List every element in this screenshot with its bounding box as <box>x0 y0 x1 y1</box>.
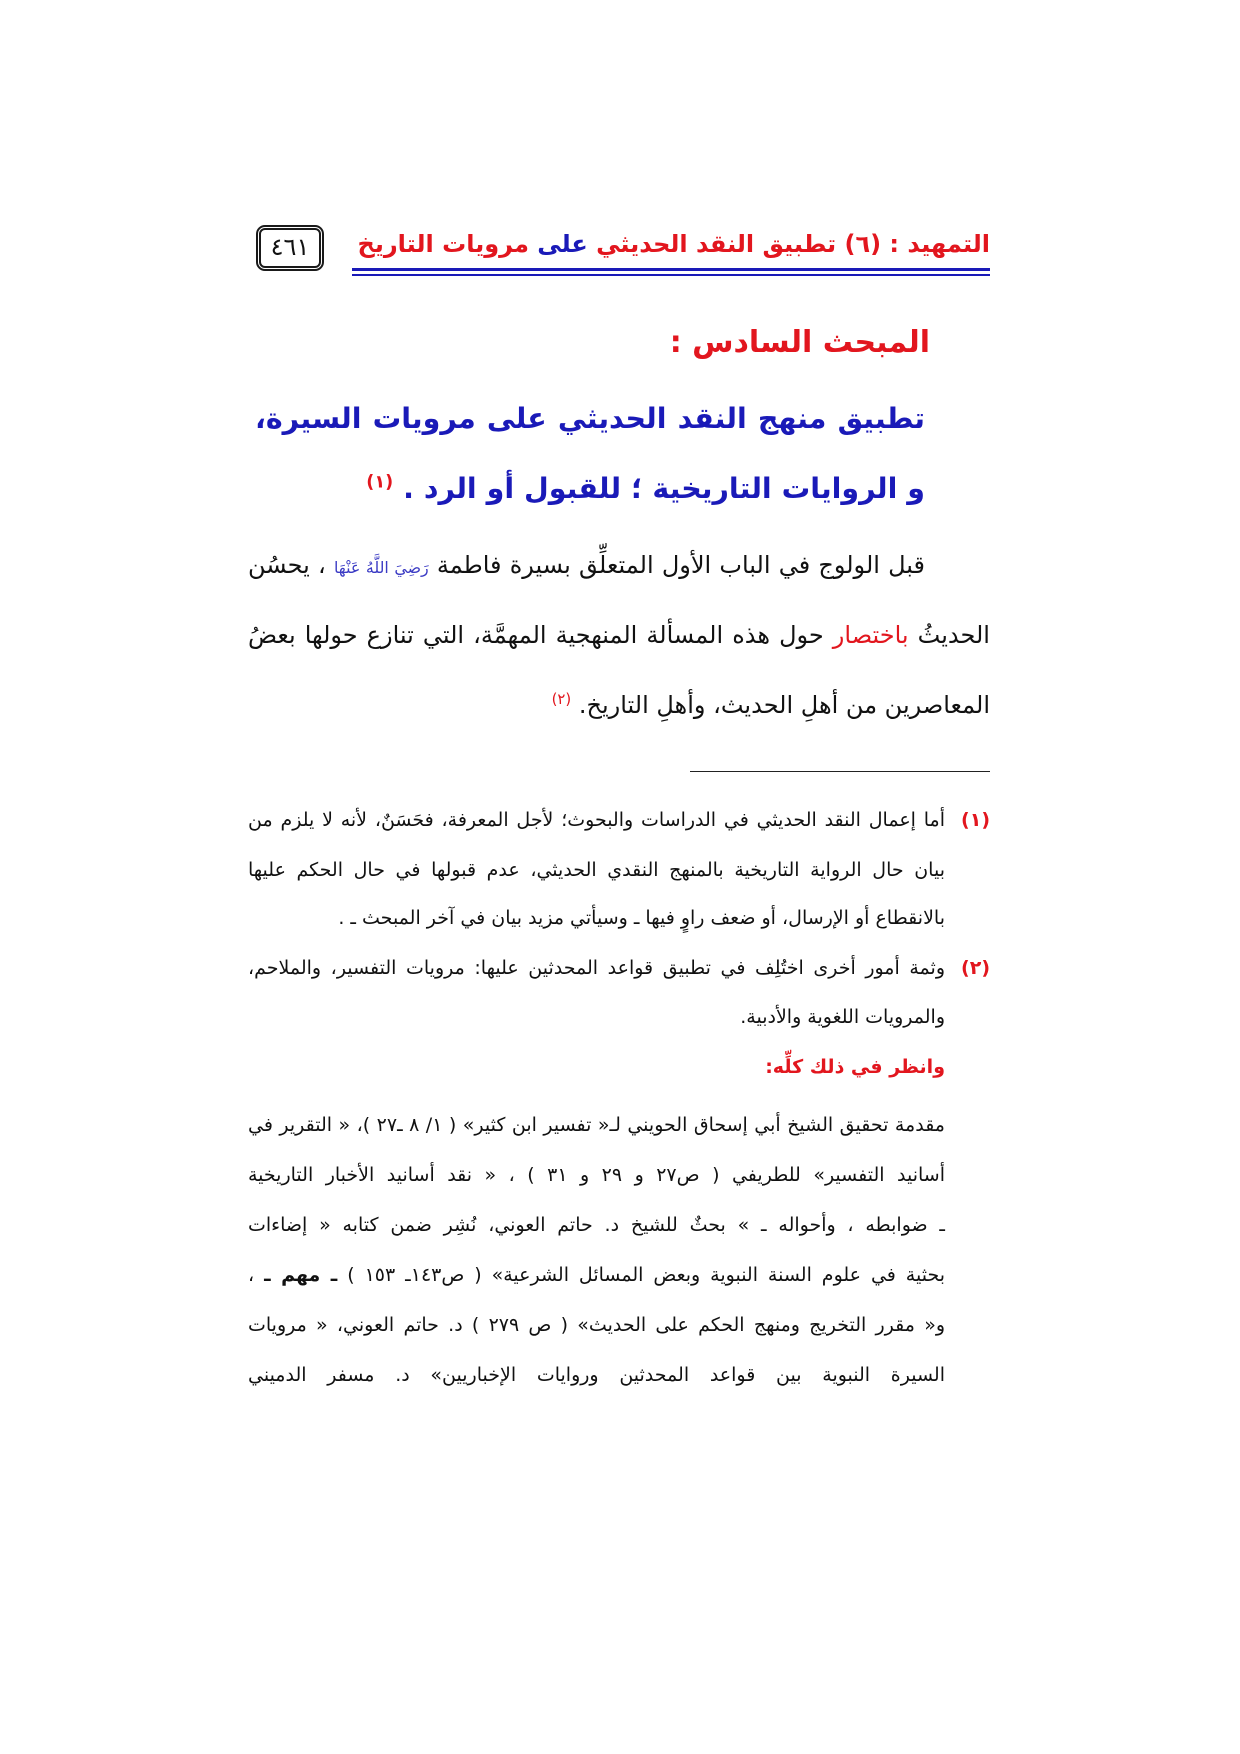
honorific-phrase: رَضِيَ اللَّهُ عَنْهَا <box>333 558 429 577</box>
footnote-number-1: (١) <box>961 809 990 831</box>
body-line-2-before: الحديثُ <box>917 621 990 649</box>
body-line-3-text: المعاصرين من أهلِ الحديث، وأهلِ التاريخ. <box>578 691 990 719</box>
body-line-1-before: قبل الولوج في الباب الأول المتعلِّق بسيرة فاطمة <box>436 551 926 579</box>
section-title-line-2 <box>255 464 925 514</box>
footnote-ref-2: (٢) <box>551 690 572 708</box>
body-line-1-after: ، يحسُن <box>248 551 326 579</box>
body-line-2 <box>248 610 990 660</box>
footnote-separator <box>690 771 990 772</box>
reference-line-4-after: ، <box>248 1264 255 1286</box>
footnote-1-line-2: بيان حال الرواية التاريخية بالمنهج النقدي الحديثي، عدم قبولها في حال الحكم عليها <box>248 859 945 881</box>
footnote-1-line-1: أما إعمال النقد الحديثي في الدراسات والبحوث؛ لأجل المعرفة، فحَسَنٌ، لأنه لا يلزم من <box>248 809 945 831</box>
footnote-ref-1: (١) <box>366 472 394 493</box>
footnote-1-line-3: بالانقطاع أو الإرسال، أو ضعف راوٍ فيها ـ وسيأتي مزيد بيان في آخر المبحث ـ . <box>338 907 945 929</box>
footnote-2-line-2: والمرويات اللغوية والأدبية. <box>740 1006 945 1028</box>
reference-line-2: أسانيد التفسير» للطريفي ( ص٢٧ و ٢٩ و ٣١ ) ، « نقد أسانيد الأخبار التاريخية <box>248 1164 945 1186</box>
reference-line-1: مقدمة تحقيق الشيخ أبي إسحاق الحويني لـ« تفسير ابن كثير» ( ١/ ٨ ـ٢٧ )، « التقرير في <box>248 1114 945 1136</box>
running-header-part3: مرويات التاريخ <box>357 230 529 258</box>
body-line-1 <box>248 540 990 593</box>
section-title-line-2-text: و الروايات التاريخية ؛ للقبول أو الرد . <box>403 472 925 505</box>
running-header <box>350 224 990 264</box>
running-header-part2: على <box>537 230 588 258</box>
reference-line-6: السيرة النبوية بين قواعد المحدثين وروايات الإخباريين» د. مسفر الدميني <box>248 1364 945 1386</box>
header-rule-thick <box>352 268 990 271</box>
reference-line-4-before: بحثية في علوم السنة النبوية وبعض المسائل الشرعية» ( ص١٤٣ـ ١٥٣ ) <box>347 1264 946 1286</box>
footnote-number-2: (٢) <box>961 957 990 979</box>
running-header-part1: التمهيد : (٦) تطبيق النقد الحديثي <box>596 230 990 258</box>
important-mark: ـ مهم ـ <box>264 1264 338 1286</box>
footnote-2-line-1: وثمة أمور أخرى اختُلِف في تطبيق قواعد المحدثين عليها: مرويات التفسير، والملاحم، <box>248 957 945 979</box>
page-number-box <box>256 225 324 271</box>
highlighted-word: باختصار <box>832 621 909 649</box>
reference-line-4 <box>248 1255 945 1295</box>
section-label: المبحث السادس : <box>669 325 930 360</box>
reference-line-3: ـ ضوابطه ، وأحواله ـ » بحثٌ للشيخ د. حاتم العوني، نُشِر ضمن كتابه « إضاءات <box>248 1214 945 1236</box>
reference-line-5: و« مقرر التخريج ومنهج الحكم على الحديث» ( ص ٢٧٩ ) د. حاتم العوني، « مرويات <box>248 1314 945 1336</box>
page-number: ٤٦١ <box>270 233 310 261</box>
body-line-2-after: حول هذه المسألة المنهجية المهمَّة، التي تنازع حولها بعضُ <box>248 621 824 649</box>
header-rule-thin <box>352 274 990 276</box>
body-line-3 <box>248 680 990 730</box>
section-title-line-1: تطبيق منهج النقد الحديثي على مرويات السيرة، <box>255 402 925 435</box>
see-also-heading: وانظر في ذلك كلِّه: <box>765 1056 945 1078</box>
